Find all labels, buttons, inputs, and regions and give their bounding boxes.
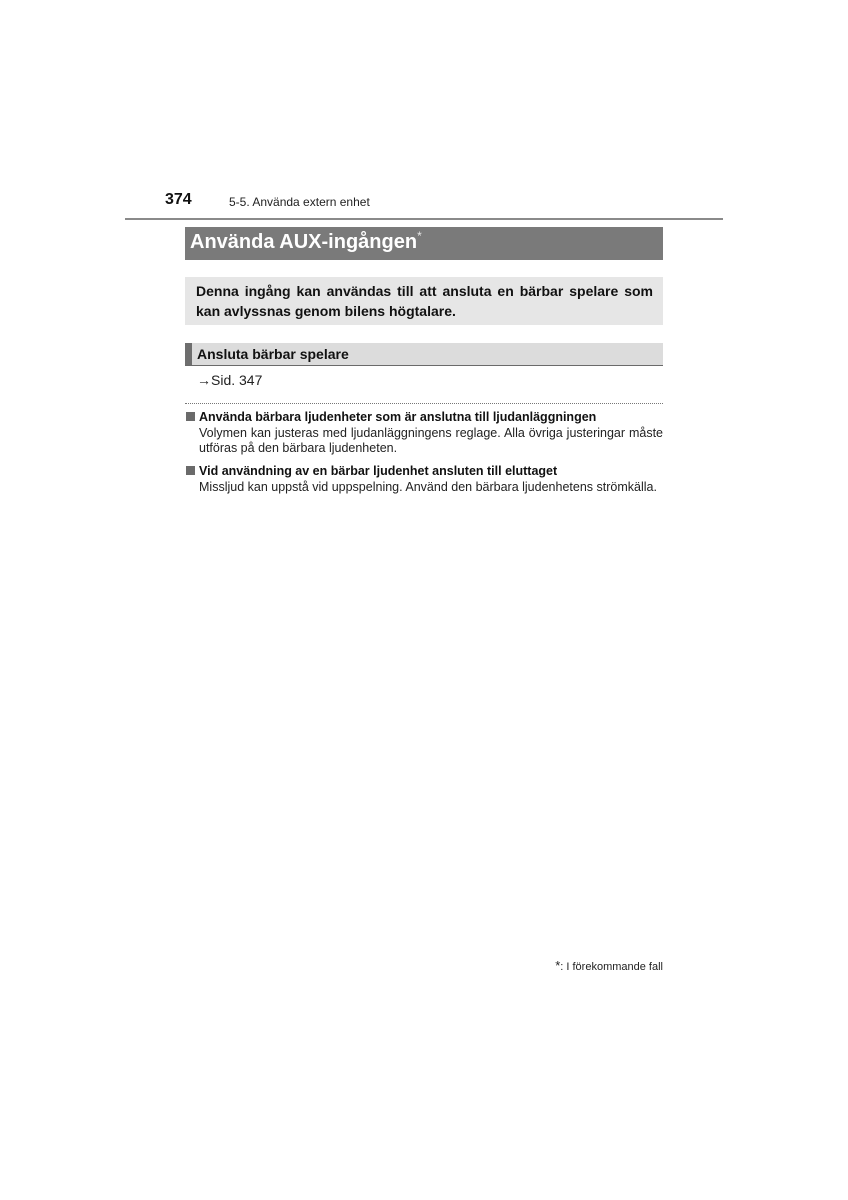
note-item (185, 409, 663, 456)
note-heading (185, 409, 663, 425)
note-item (185, 463, 663, 495)
square-bullet-icon (186, 412, 195, 421)
page-header (125, 188, 723, 220)
square-bullet-icon (186, 466, 195, 475)
section-title-text: Använda AUX-ingången (190, 231, 418, 253)
section-breadcrumb: 5-5. Använda extern enhet (229, 195, 370, 209)
intro-box (185, 277, 663, 325)
note-heading (185, 463, 663, 479)
section-title-bar (185, 227, 663, 260)
subsection-header (185, 343, 663, 366)
dotted-divider (185, 403, 663, 404)
title-asterisk: * (417, 229, 422, 243)
page-number: 374 (165, 191, 192, 208)
footnote (538, 958, 663, 973)
note-heading-text: Vid användning av en bärbar ljudenhet ansluten till eluttaget (199, 464, 558, 478)
section-title (190, 231, 422, 254)
page-reference-link[interactable]: →Sid. 347 (197, 372, 263, 388)
note-body: Missljud kan uppstå vid uppspelning. Använd den bärbara ljudenhetens strömkälla. (199, 480, 657, 494)
note-heading-text: Använda bärbara ljudenheter som är anslutna till ljudanläggningen (199, 410, 597, 424)
footnote-asterisk: * (555, 958, 561, 973)
subsection-marker (185, 343, 192, 365)
intro-text: Denna ingång kan användas till att ansluta en bärbar spelare som kan avlyssnas genom bilens högtalare. (196, 283, 653, 319)
footnote-text: : I förekommande fall (560, 961, 663, 973)
note-body: Volymen kan justeras med ljudanläggningens reglage. Alla övriga justeringar måste utföras på den bärbara ljudenheten. (199, 426, 663, 455)
subsection-heading: Ansluta bärbar spelare (197, 346, 349, 362)
